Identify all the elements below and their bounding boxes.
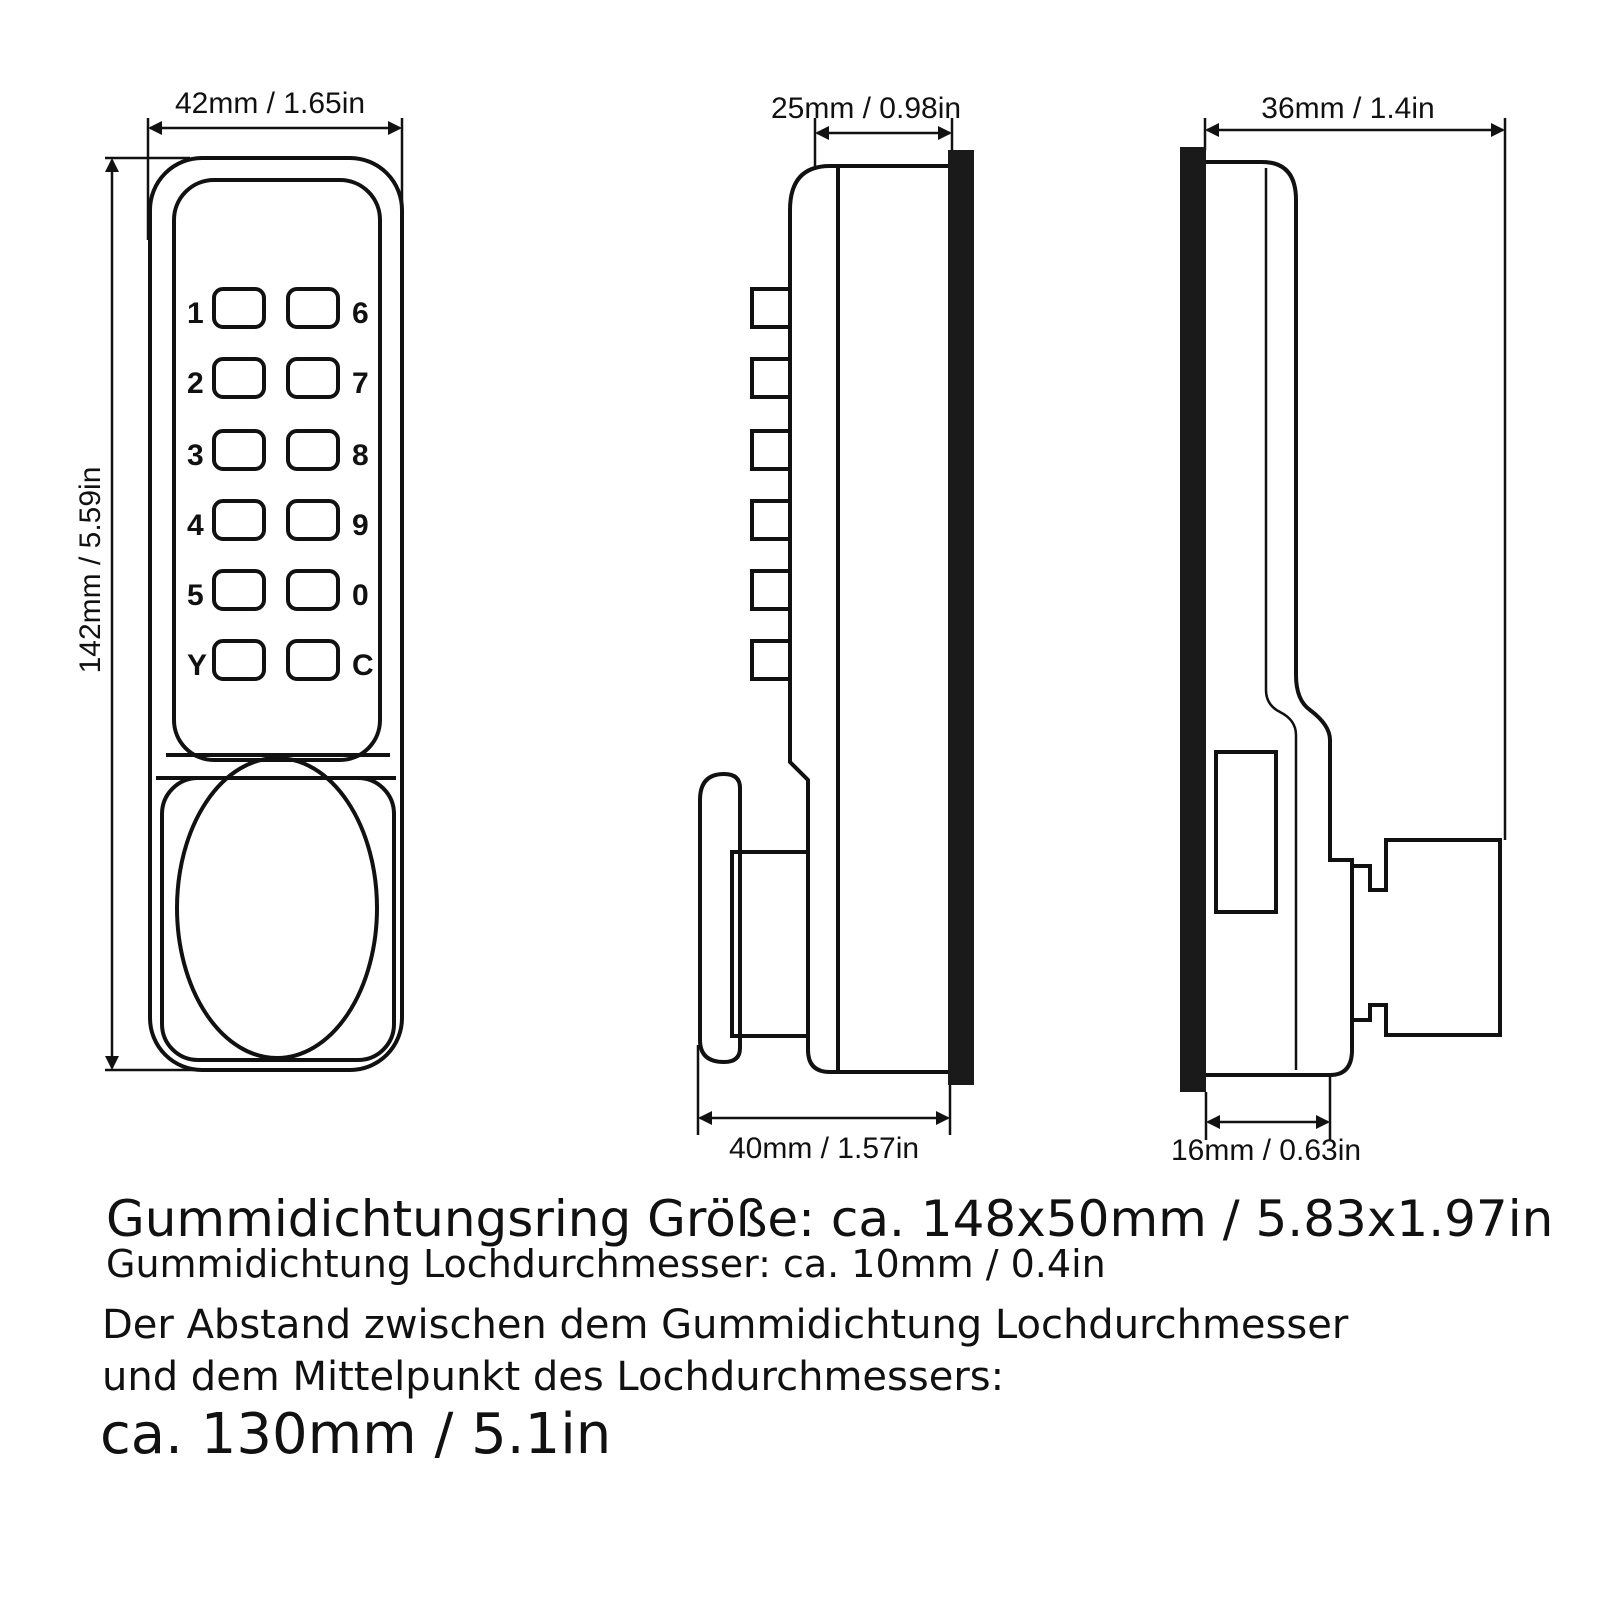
key-button-9: [288, 501, 338, 539]
side-button-5: [752, 571, 790, 609]
front-view: [74, 87, 402, 1070]
key-button-C: [288, 641, 338, 679]
key-button-0: [288, 571, 338, 609]
side-button-3: [752, 431, 790, 469]
key-label-3: 3: [187, 439, 204, 472]
key-label-0: 0: [352, 579, 369, 612]
side-bottom-label: 40mm / 1.57in: [728, 1132, 920, 1160]
back-bottom-label: 16mm / 0.63in: [1170, 1134, 1362, 1160]
key-label-5: 5: [187, 579, 204, 612]
knob-front: [177, 758, 377, 1058]
side-body-outline: [790, 166, 948, 1072]
side-button-2: [752, 359, 790, 397]
side-button-6: [752, 641, 790, 679]
back-top-label: 36mm / 1.4in: [1261, 92, 1435, 125]
seal-ring-size-note: Gummidichtungsring Größe: ca. 148x50mm / 5.83x1.97in: [106, 1190, 1554, 1248]
side-button-1: [752, 289, 790, 327]
front-body-outline: [150, 158, 402, 1070]
key-button-3: [214, 431, 264, 469]
back-seal-plate: [1180, 147, 1206, 1092]
hole-distance-value: ca. 130mm / 5.1in: [100, 1402, 612, 1467]
hole-distance-note-line2: und dem Mittelpunkt des Lochdurchmessers:: [102, 1354, 1005, 1400]
key-label-2: 2: [187, 367, 204, 400]
key-label-Y: Y: [187, 649, 208, 682]
key-button-5: [214, 571, 264, 609]
side-seal-plate: [948, 150, 974, 1085]
back-view: [1171, 92, 1505, 1160]
key-button-2: [214, 359, 264, 397]
hole-distance-note-line1: Der Abstand zwischen dem Gummidichtung Lochdurchmesser: [102, 1302, 1349, 1348]
side-buttons: [752, 289, 790, 679]
back-inner-line: [1266, 168, 1296, 1070]
key-label-4: 4: [187, 509, 204, 542]
front-width-label: 42mm / 1.65in: [174, 87, 366, 120]
side-button-4: [752, 501, 790, 539]
back-body-outline: [1206, 162, 1352, 1075]
key-button-8: [288, 431, 338, 469]
knob-shaft: [732, 852, 808, 1036]
key-button-6: [288, 289, 338, 327]
keypad-right-column: [288, 289, 374, 682]
back-latch-window: [1216, 752, 1276, 912]
key-button-4: [214, 501, 264, 539]
key-label-1: 1: [187, 297, 204, 330]
back-cam-bolt: [1352, 840, 1500, 1035]
key-label-6: 6: [352, 297, 369, 330]
key-button-7: [288, 359, 338, 397]
front-height-label: 142mm / 5.59in: [74, 466, 107, 674]
keypad-left-column: [187, 289, 264, 682]
key-button-Y: [214, 641, 264, 679]
key-button-1: [214, 289, 264, 327]
seal-hole-diameter-note: Gummidichtung Lochdurchmesser: ca. 10mm / 0.4in: [106, 1242, 1106, 1286]
key-label-8: 8: [352, 439, 369, 472]
key-label-7: 7: [352, 367, 369, 400]
key-label-C: C: [352, 649, 374, 682]
key-label-9: 9: [352, 509, 369, 542]
side-view: [698, 92, 974, 1160]
side-top-label: 25mm / 0.98in: [770, 92, 962, 125]
